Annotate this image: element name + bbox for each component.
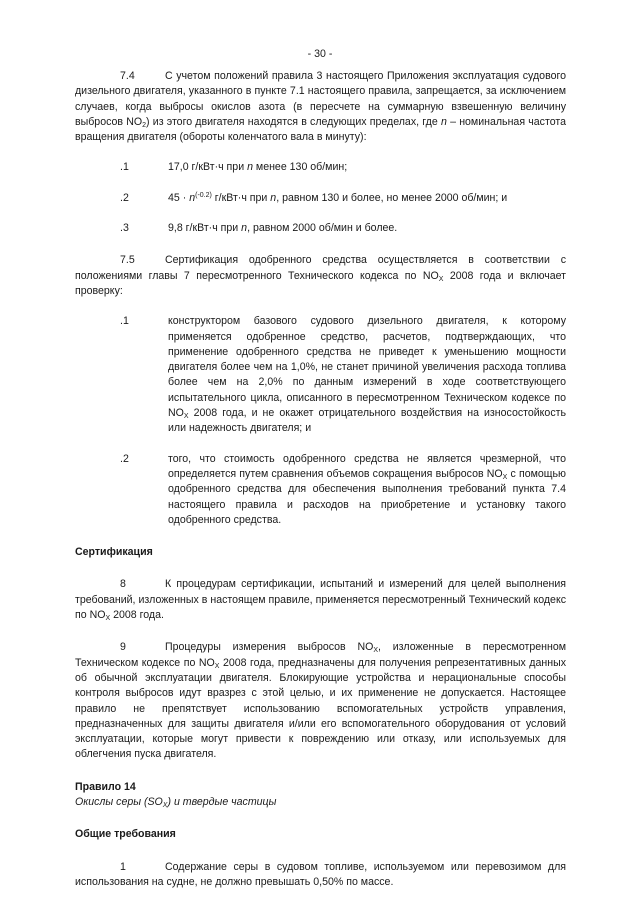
paragraph-7-4 [75,69,566,145]
item-text: 9,8 г/кВт·ч при n, равном 2000 об/мин и более. [168,222,398,235]
item-number: .1 [120,161,129,174]
list-item [120,452,566,528]
variable: n [440,115,447,128]
page-content [75,69,566,890]
paragraph-number: 7.5 [120,254,135,267]
item-number: .3 [120,222,129,235]
paragraph-text: – номинальная частота вращения двигателя (обороты коленчатого вала в минуту): [75,115,566,144]
paragraph-text: Процедуры измерения выбросов NO [165,641,374,654]
paragraph-text: С учетом положений правила 3 настоящего Приложения эксплуатация судового дизельного двигателя, указанного в пункте 7.1 настоящего правила, запрещается, за исключением случаев, когда выбросы окислов азота (в пересчете на суммарную взвешенную величину выбросов NO [75,70,566,128]
checks-list [120,314,566,528]
paragraph-1 [75,860,566,891]
rule-title: Правило 14 [75,780,136,793]
paragraph-text: Содержание серы в судовом топливе, используемом или перевозимом для использования на судне, не должно превышать 0,50% по массе. [75,860,566,888]
paragraph-text: Сертификация одобренного средства осуществляется в соответствии с положениями главы 7 пересмотренного Технического кодекса по NO [75,254,566,282]
paragraph-text: , изложенные в пересмотренном Техническом кодексе по NO [75,641,567,669]
paragraph-8 [75,577,566,623]
item-text: $45 \cdot n^{(-0.2)}$ г/кВт·ч при n, равном 130 и более, но менее 2000 об/мин; и [168,191,508,204]
paragraph-text: ) из этого двигателя находятся в следующих пределах, где [146,115,441,128]
section-heading-certification: Сертификация [75,546,153,559]
paragraph-text: 2008 года. [110,609,164,622]
page-number: - 30 - [307,48,333,60]
item-number: .2 [120,191,129,204]
item-text: того, что стоимость одобренного средства не является чрезмерной, что определяется путем сравнения объемов сокращения выбросов $NO_X$ с помощью одобренного средства для обеспечения выполнения требований пункта 7.4 настоящего правила и расходов на приобретение и установку такого одобренного средства. [168,452,566,526]
subscript: X [214,662,220,670]
list-item [120,160,566,175]
item-number: .1 [120,315,129,328]
rule-subtitle: Окислы серы $(SO_X)$ и твердые частицы [75,795,277,809]
item-text: 17,0 г/кВт·ч при n менее 130 об/мин; [168,161,348,174]
subscript: X [438,275,444,283]
list-item [120,221,566,236]
subscript: 2 [142,121,147,129]
paragraph-number: 1 [120,860,126,873]
subscript: X [373,647,379,655]
paragraph-text: К процедурам сертификации, испытаний и измерений для целей выполнения требований, изложенных в настоящем правиле, применяется пересмотренный Технический кодекс по NO [75,578,566,622]
section-heading-general: Общие требования [75,828,176,841]
paragraph-text: 2008 года, предназначены для получения репрезентативных данных об обычной эксплуатации двигателя. Блокирующие устройства и нерациональные способы контроля выбросов идут вразрез с этой целью, и их применение не допускается. Настоящее правило не препятствует использованию вспомогательных устройств управления, предназначенных для защиты двигателя и/или его вспомогательного оборудования от условий эксплуатации, которые могут привести к повреждению или отказу, или используемых для облегчения пуска двигателя. [75,656,566,761]
paragraph-number: 9 [120,641,126,654]
paragraph-7-5 [75,253,566,299]
item-text: конструктором базового судового дизельного двигателя, к которому применяется одобренное средство, расчетов, подтверждающих, что применение одобренного средства не приведет к уменьшению мощности двигателя более чем на 1,0%, не станет причиной увеличения расхода топлива более чем на 2,0% по данным измерений в ходе соответствующего испытательного цикла, описанного в пересмотренном Техническом кодексе по $NO_X$ 2008 года, и не окажет отрицательного воздействия на износостойкость или надежность двигателя; и [168,315,566,435]
paragraph-9 [75,640,566,762]
paragraph-number: 7.4 [120,70,135,82]
item-number: .2 [120,452,129,465]
paragraph-text: 2008 года и включает проверку: [75,269,566,297]
list-item [120,191,566,206]
list-item [120,314,566,436]
paragraph-number: 8 [120,578,126,591]
limits-list [120,160,566,236]
subscript: X [105,615,111,623]
